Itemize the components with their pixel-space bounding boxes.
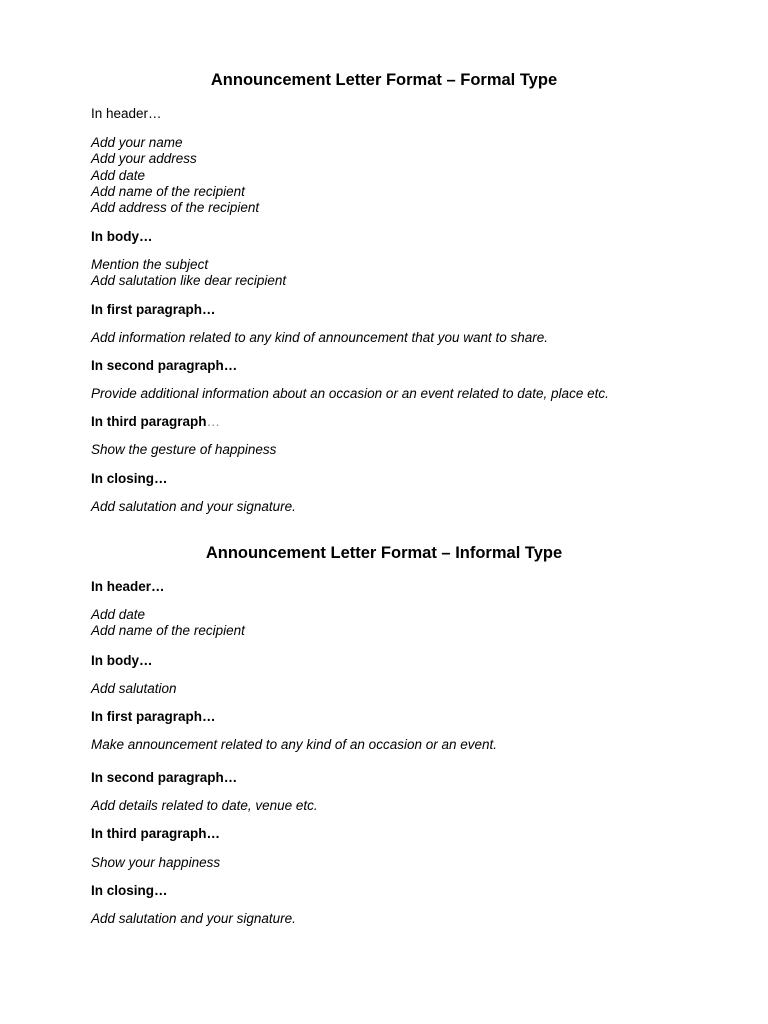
formal-first-paragraph-text: Add information related to any kind of announcement that you want to share.: [91, 330, 549, 345]
informal-header-item: Add name of the recipient: [91, 623, 245, 639]
formal-closing-text: Add salutation and your signature.: [91, 499, 296, 514]
formal-third-paragraph-text: Show the gesture of happiness: [91, 442, 277, 457]
formal-header-list: [91, 135, 259, 216]
informal-third-paragraph-text: Show your happiness: [91, 855, 221, 870]
informal-header-list: [91, 607, 245, 640]
formal-body-label: In body…: [91, 229, 153, 244]
informal-closing-label: In closing…: [91, 883, 168, 898]
informal-closing-text: Add salutation and your signature.: [91, 911, 296, 926]
formal-third-paragraph-label-text: In third paragraph: [91, 414, 207, 429]
informal-header-item: Add date: [91, 607, 146, 622]
formal-closing-label: In closing…: [91, 471, 168, 486]
formal-header-item: Add your name: [91, 135, 183, 150]
formal-header-item: Add address of the recipient: [91, 200, 260, 216]
formal-second-paragraph-text: Provide additional information about an occasion or an event related to date, place etc.: [91, 386, 609, 401]
formal-body-item: Mention the subject: [91, 257, 209, 272]
informal-header-label: In header…: [91, 579, 165, 594]
formal-second-paragraph-label: In second paragraph…: [91, 358, 238, 373]
formal-body-item: Add salutation like dear recipient: [91, 273, 287, 289]
formal-header-item: Add date: [91, 167, 146, 183]
formal-third-paragraph-label: [91, 414, 220, 430]
formal-header-item: Add name of the recipient: [91, 183, 245, 199]
informal-third-paragraph-label: In third paragraph…: [91, 826, 221, 841]
informal-body-text: Add salutation: [91, 681, 177, 696]
formal-title: Announcement Letter Format – Formal Type: [210, 71, 558, 89]
formal-first-paragraph-label: In first paragraph…: [91, 302, 216, 317]
formal-body-list: [91, 257, 286, 290]
informal-first-paragraph-label: In first paragraph…: [91, 709, 216, 724]
informal-second-paragraph-label: In second paragraph…: [91, 770, 238, 785]
formal-third-paragraph-ellipsis: …: [206, 414, 221, 429]
informal-first-paragraph-text: Make announcement related to any kind of an occasion or an event.: [91, 737, 498, 752]
formal-header-item: Add your address: [91, 151, 197, 167]
formal-header-label: In header…: [91, 106, 162, 121]
informal-title: Announcement Letter Format – Informal Type: [205, 544, 563, 562]
informal-second-paragraph-text: Add details related to date, venue etc.: [91, 798, 318, 813]
informal-body-label: In body…: [91, 653, 153, 668]
